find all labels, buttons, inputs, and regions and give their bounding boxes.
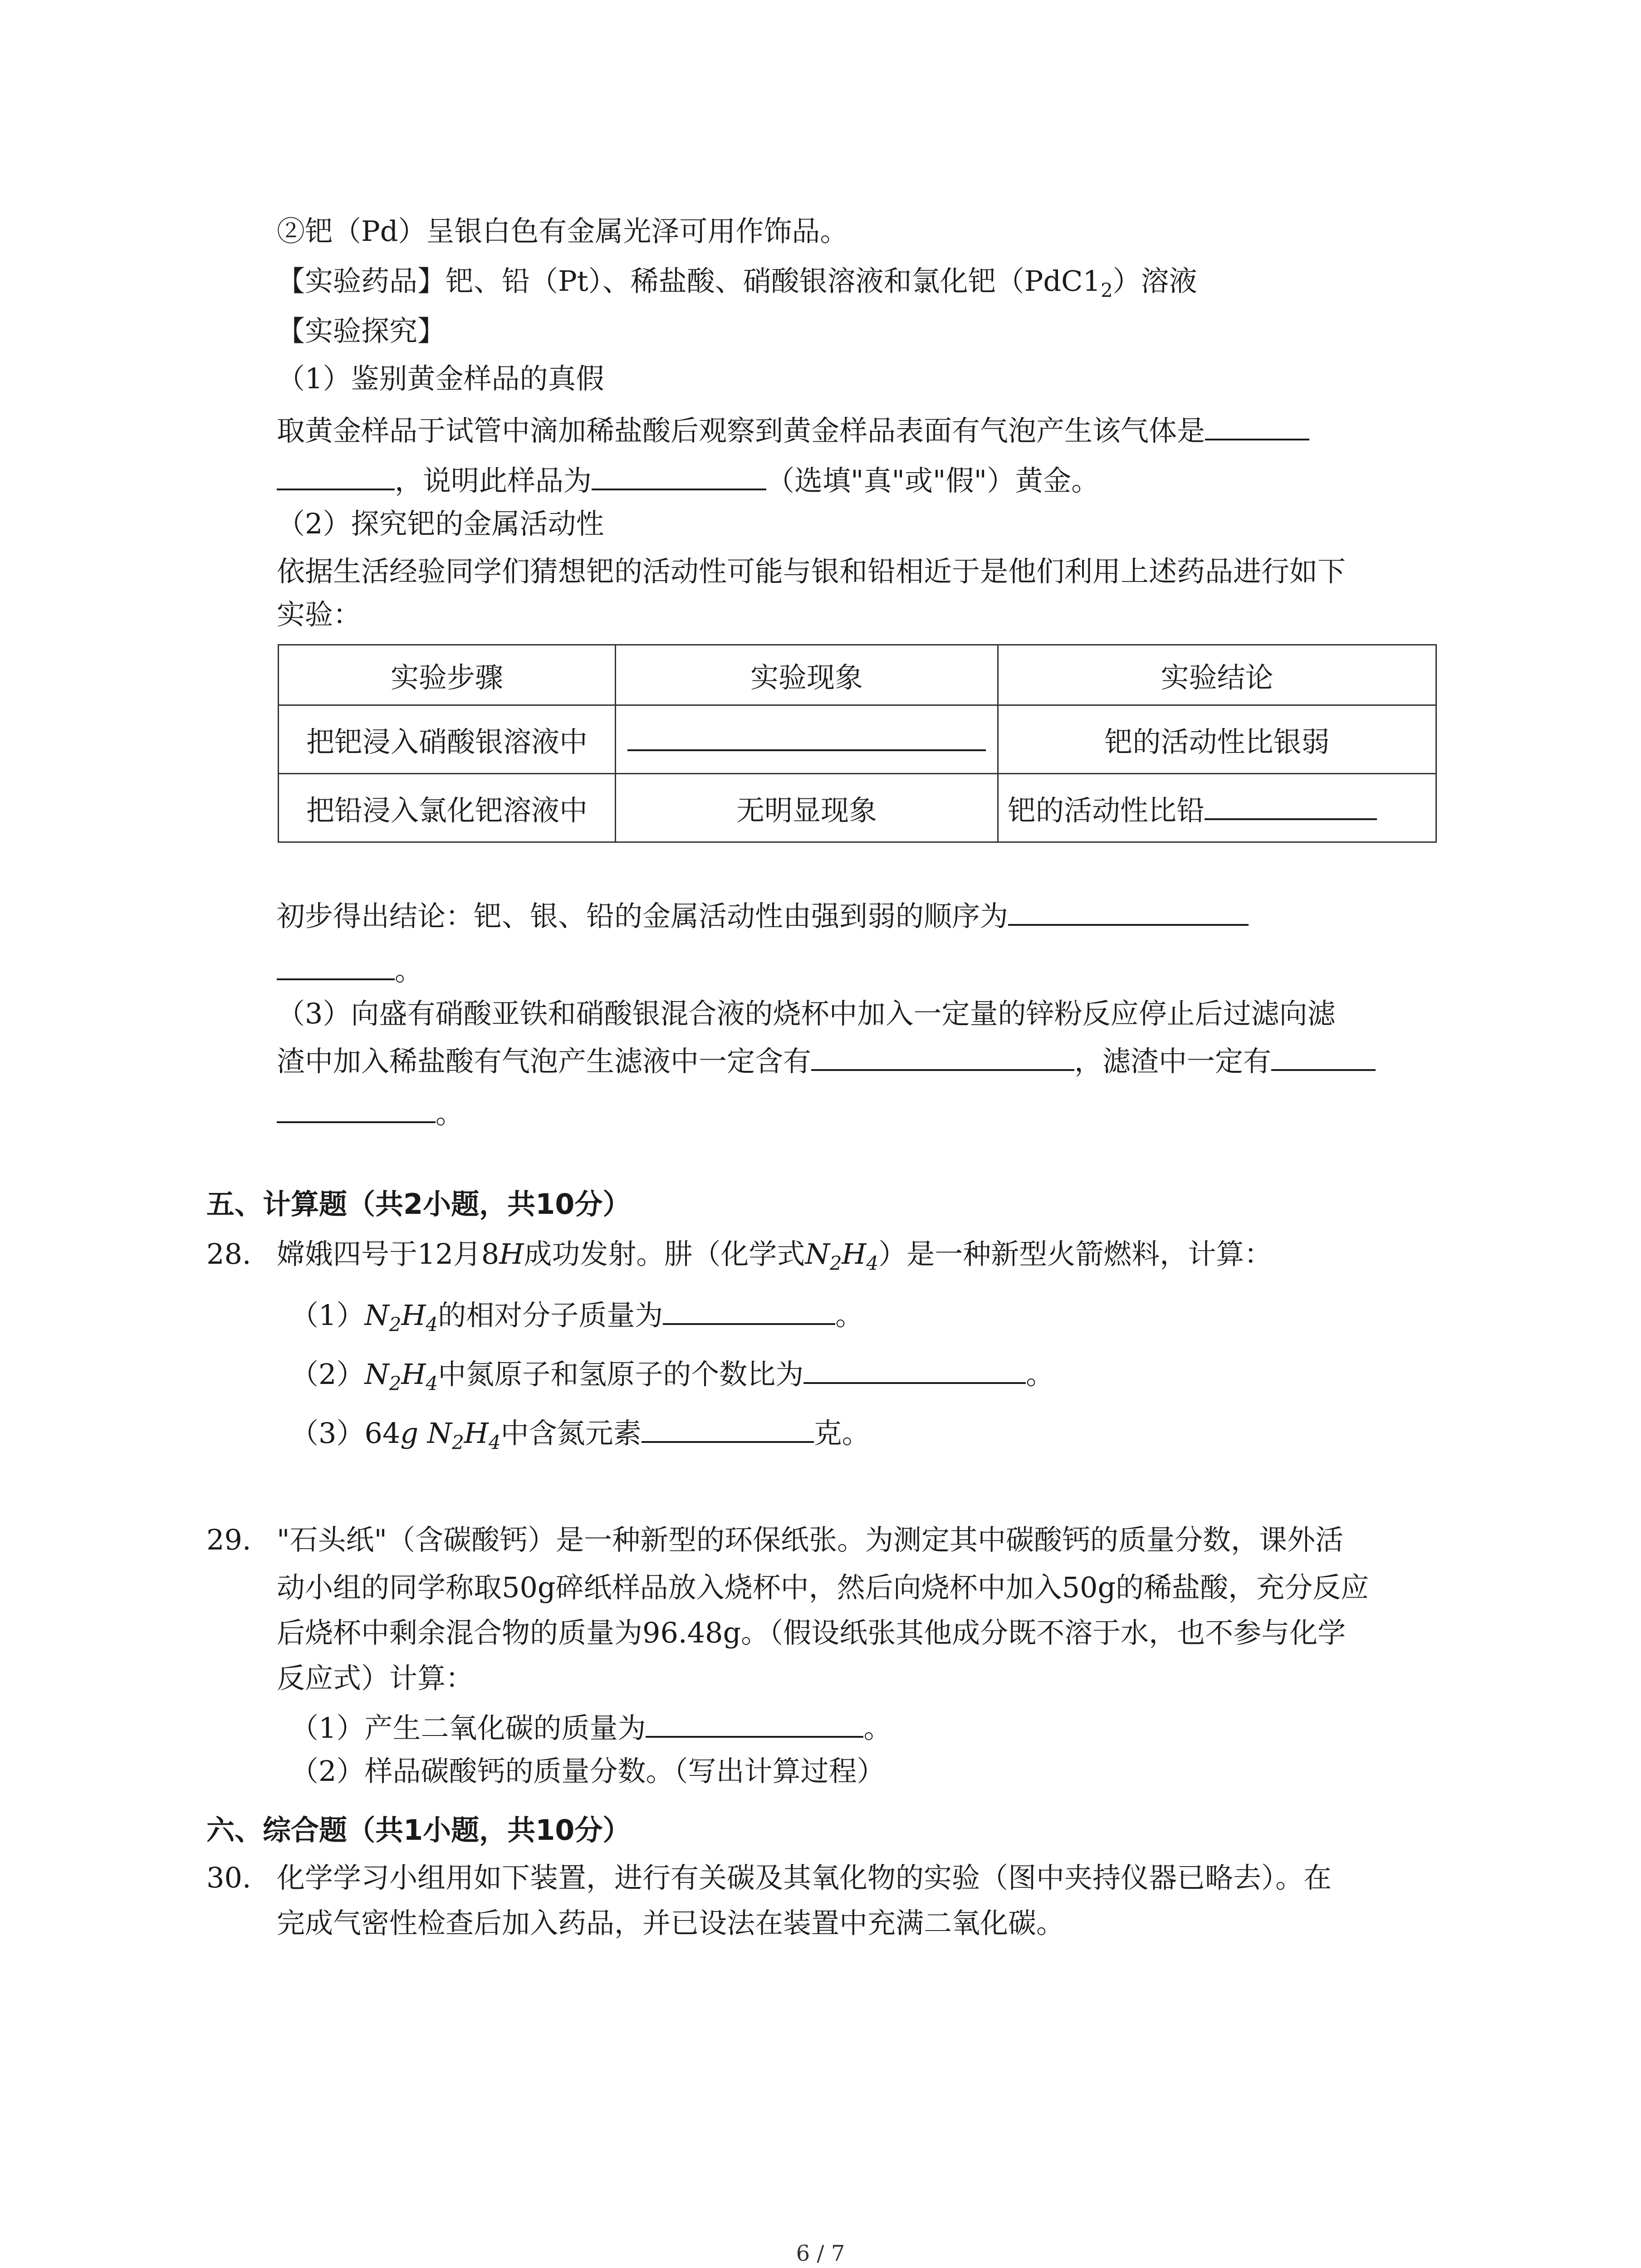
text-line: 完成气密性检查后加入药品，并已设法在装置中充满二氧化碳。 xyxy=(277,1906,1065,1940)
text-line: 后烧杯中剩余混合物的质量为96.48g。（假设纸张其他成分既不溶于水，也不参与化学 xyxy=(277,1616,1346,1649)
text-fragment: 成功发射。肼（化学式 xyxy=(524,1237,805,1271)
text-fragment: 渣中加入稀盐酸有气泡产生滤液中一定含有 xyxy=(277,1045,812,1078)
text-line: 【实验探究】 xyxy=(277,314,446,347)
text-fragment: 。 xyxy=(395,954,423,987)
question-line xyxy=(277,1041,1438,1080)
text-fragment: （选填"真"或"假"）黄金。 xyxy=(766,464,1100,497)
text-fragment: 。 xyxy=(436,1097,464,1130)
table-header-cell: 实验结论 xyxy=(998,645,1436,705)
text-fragment: 钯的活动性比铅 xyxy=(1008,793,1205,827)
text-line: （3）向盛有硝酸亚铁和硝酸银混合液的烧杯中加入一定量的锌粉反应停止后过滤向滤 xyxy=(277,997,1336,1030)
table-cell: 把钯浸入硝酸银溶液中 xyxy=(279,705,616,774)
text-line: 实验： xyxy=(277,598,362,631)
chemical-formula: $N_2H_4$ xyxy=(364,1299,438,1336)
table-header-row xyxy=(279,645,1436,705)
answer-blank[interactable] xyxy=(642,1413,814,1443)
experiment-table xyxy=(278,644,1437,843)
text-line: （1）鉴别黄金样品的真假 xyxy=(277,362,604,395)
text-line: "石头纸"（含碳酸钙）是一种新型的环保纸张。为测定其中碳酸钙的质量分数，课外活 xyxy=(277,1523,1344,1556)
text-line: （2）样品碳酸钙的质量分数。（写出计算过程） xyxy=(290,1755,885,1788)
text-fragment: ，滤渣中一定有 xyxy=(1074,1045,1272,1078)
table-cell: 无明显现象 xyxy=(616,774,998,842)
text-line: （2）探究钯的金属活动性 xyxy=(277,507,604,540)
text-line: ②钯（Pd）呈银白色有金属光泽可用作饰品。 xyxy=(277,215,848,248)
question-line xyxy=(290,1413,1452,1452)
text-fragment: 。 xyxy=(835,1299,864,1332)
answer-blank[interactable] xyxy=(1205,790,1377,820)
question-number: 30. xyxy=(206,1861,251,1894)
answer-blank[interactable] xyxy=(1205,411,1309,440)
text-fragment: （1） xyxy=(290,1299,365,1332)
question-line xyxy=(290,1708,1452,1746)
question-line xyxy=(277,1093,1438,1132)
chemical-formula: $N_2H_4$ xyxy=(364,1358,438,1395)
section-title: 六、综合题（共1小题，共10分） xyxy=(206,1813,631,1847)
answer-blank[interactable] xyxy=(1271,1041,1376,1071)
question-line xyxy=(277,411,1438,449)
table-cell xyxy=(616,705,998,774)
subscript: 2 xyxy=(1100,279,1113,302)
answer-blank[interactable] xyxy=(592,460,766,490)
text-fragment: （3）64 xyxy=(290,1417,401,1450)
text-fragment: ）溶液 xyxy=(1112,264,1197,298)
table-header-cell: 实验步骤 xyxy=(279,645,616,705)
text-fragment: （1）产生二氧化碳的质量为 xyxy=(290,1711,646,1745)
text-fragment: 。 xyxy=(1026,1358,1054,1391)
table-cell: 把铅浸入氯化钯溶液中 xyxy=(279,774,616,842)
text-line: 动小组的同学称取50g碎纸样品放入烧杯中，然后向烧杯中加入50g的稀盐酸，充分反应 xyxy=(277,1571,1369,1604)
text-fragment: ，说明此样品为 xyxy=(395,464,592,497)
question-line xyxy=(277,460,1438,499)
reagents-line xyxy=(277,263,1438,302)
text-fragment: 【实验药品】钯、铅（Pt）、稀盐酸、硝酸银溶液和氯化钯（PdC1 xyxy=(277,264,1101,298)
question-line xyxy=(277,896,1438,934)
question-line xyxy=(290,1295,1452,1334)
text-fragment: 中氮原子和氢原子的个数比为 xyxy=(438,1358,804,1391)
question-line xyxy=(277,950,1438,989)
table-row xyxy=(279,774,1436,842)
answer-blank[interactable] xyxy=(663,1295,835,1325)
table-cell: 钯的活动性比银弱 xyxy=(998,705,1436,774)
page-number: 6 / 7 xyxy=(796,2241,845,2266)
table-row xyxy=(279,705,1436,774)
text-line: 依据生活经验同学们猜想钯的活动性可能与银和铅相近于是他们利用上述药品进行如下 xyxy=(277,555,1346,588)
answer-blank[interactable] xyxy=(277,460,395,490)
text-fragment: 克。 xyxy=(813,1417,870,1450)
text-fragment: 初步得出结论：钯、银、铅的金属活动性由强到弱的顺序为 xyxy=(277,899,1009,933)
answer-blank[interactable] xyxy=(277,950,395,980)
answer-blank[interactable] xyxy=(803,1354,1026,1384)
italic-fragment: g xyxy=(400,1417,419,1450)
chemical-formula: $N_2H_4$ xyxy=(427,1417,501,1454)
italic-fragment: H xyxy=(499,1237,524,1271)
text-fragment: （2） xyxy=(290,1358,365,1391)
text-fragment: 中含氮元素 xyxy=(500,1417,642,1450)
text-fragment: 。 xyxy=(863,1711,892,1745)
question-line xyxy=(290,1354,1452,1393)
text-line: 反应式）计算： xyxy=(277,1662,474,1695)
answer-blank[interactable] xyxy=(646,1708,863,1738)
section-title: 五、计算题（共2小题，共10分） xyxy=(206,1188,631,1221)
question-number: 29. xyxy=(206,1523,251,1556)
text-line: 化学学习小组用如下装置，进行有关碳及其氧化物的实验（图中夹持仪器已略去）。在 xyxy=(277,1861,1332,1894)
question-line xyxy=(277,1236,1438,1275)
answer-blank[interactable] xyxy=(811,1041,1074,1071)
question-number: 28. xyxy=(206,1237,251,1271)
answer-blank[interactable] xyxy=(277,1093,436,1123)
chemical-formula: $N_2H_4$ xyxy=(805,1237,879,1275)
text-fragment: 嫦娥四号于12月8 xyxy=(277,1237,500,1271)
answer-blank[interactable] xyxy=(627,721,986,751)
table-header-cell: 实验现象 xyxy=(616,645,998,705)
text-fragment: ）是一种新型火箭燃料，计算： xyxy=(878,1237,1273,1271)
text-fragment: 的相对分子质量为 xyxy=(438,1299,663,1332)
table-cell xyxy=(998,774,1436,842)
answer-blank[interactable] xyxy=(1008,896,1249,926)
text-fragment: 取黄金样品于试管中滴加稀盐酸后观察到黄金样品表面有气泡产生该气体是 xyxy=(277,414,1205,447)
